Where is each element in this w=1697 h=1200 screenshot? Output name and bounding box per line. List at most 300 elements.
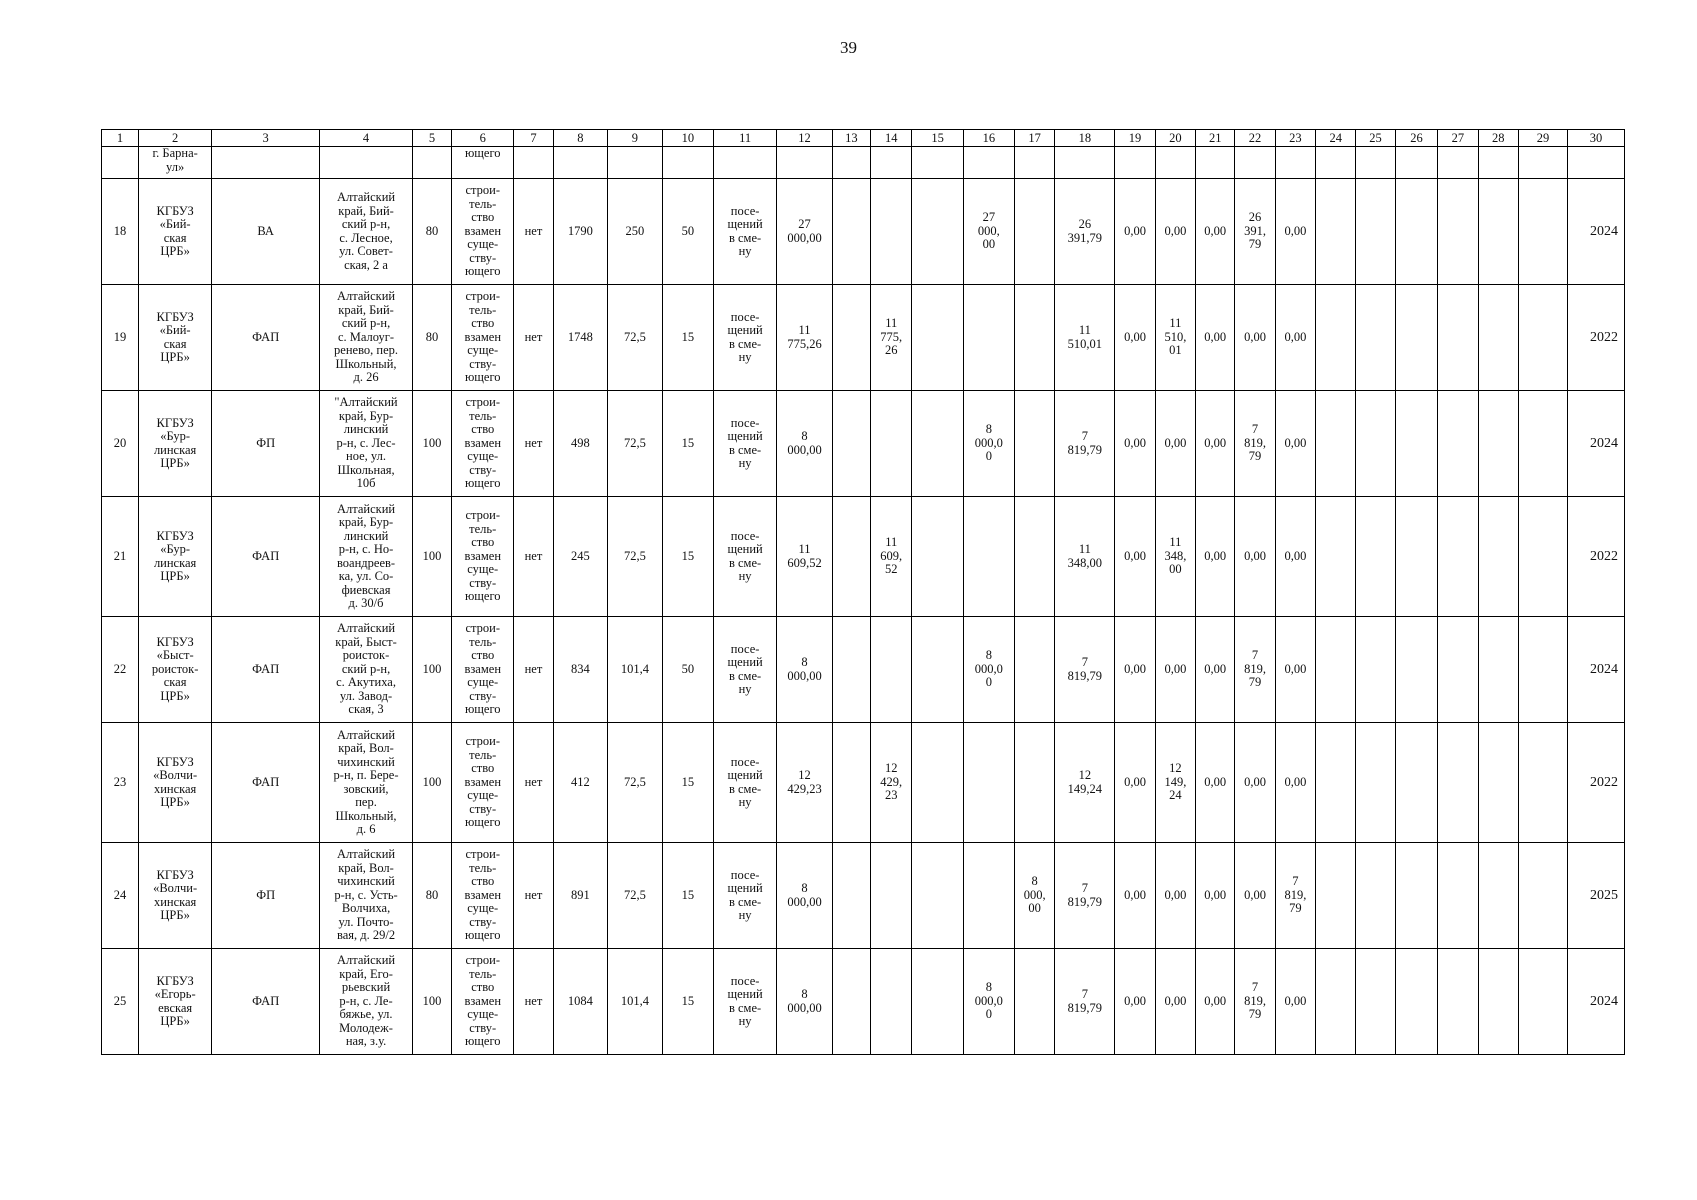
cell-col-4: Алтайский край, Бий- ский р-н, с. Лесное, ул. Совет- ская, 2 а (320, 179, 413, 285)
cell-col-12: 27 000,00 (777, 179, 833, 285)
continuation-cell-2: г. Барна- ул» (139, 147, 212, 179)
cell-col-23: 0,00 (1275, 391, 1315, 497)
cell-col-7: нет (514, 179, 553, 285)
cell-col-10: 15 (662, 723, 713, 843)
cell-col-26 (1395, 391, 1438, 497)
cell-col-30: 2022 (1568, 285, 1625, 391)
cell-col-15 (912, 497, 963, 617)
cell-col-9: 72,5 (608, 723, 663, 843)
cell-col-27 (1438, 723, 1478, 843)
cell-col-23: 7 819, 79 (1275, 843, 1315, 949)
continuation-cell-9 (608, 147, 663, 179)
cell-col-7: нет (514, 949, 553, 1055)
cell-col-13 (832, 723, 870, 843)
cell-col-27 (1438, 179, 1478, 285)
cell-col-5: 100 (412, 497, 451, 617)
cell-col-13 (832, 179, 870, 285)
cell-col-17 (1015, 391, 1055, 497)
cell-col-24 (1316, 949, 1356, 1055)
cell-col-25 (1356, 391, 1395, 497)
cell-col-29 (1518, 949, 1567, 1055)
cell-col-9: 101,4 (608, 617, 663, 723)
cell-col-19: 0,00 (1115, 949, 1155, 1055)
cell-col-17 (1015, 949, 1055, 1055)
column-number-16: 16 (963, 130, 1014, 147)
cell-col-8: 834 (553, 617, 608, 723)
cell-col-2: КГБУЗ «Быст- роисток- ская ЦРБ» (139, 617, 212, 723)
cell-col-4: Алтайский край, Его- рьевский р-н, с. Ле- бяжье, ул. Молодеж- ная, з.у. (320, 949, 413, 1055)
cell-col-10: 15 (662, 285, 713, 391)
cell-col-6: строи- тель- ство взамен суще- ству- ющего (452, 179, 514, 285)
column-number-8: 8 (553, 130, 608, 147)
continuation-cell-13 (832, 147, 870, 179)
cell-col-19: 0,00 (1115, 723, 1155, 843)
column-number-10: 10 (662, 130, 713, 147)
cell-col-21: 0,00 (1196, 497, 1235, 617)
cell-col-24 (1316, 391, 1356, 497)
cell-col-28 (1478, 391, 1518, 497)
cell-col-15 (912, 617, 963, 723)
cell-col-20: 11 510, 01 (1155, 285, 1195, 391)
cell-col-22: 7 819, 79 (1235, 617, 1275, 723)
cell-col-27 (1438, 843, 1478, 949)
column-number-28: 28 (1478, 130, 1518, 147)
cell-col-1: 23 (102, 723, 139, 843)
cell-col-7: нет (514, 723, 553, 843)
column-number-9: 9 (608, 130, 663, 147)
cell-col-8: 891 (553, 843, 608, 949)
cell-col-27 (1438, 497, 1478, 617)
cell-col-5: 100 (412, 391, 451, 497)
cell-col-19: 0,00 (1115, 843, 1155, 949)
cell-col-8: 498 (553, 391, 608, 497)
cell-col-17 (1015, 179, 1055, 285)
continuation-cell-16 (963, 147, 1014, 179)
cell-col-26 (1395, 179, 1438, 285)
cell-col-21: 0,00 (1196, 617, 1235, 723)
cell-col-27 (1438, 391, 1478, 497)
cell-col-8: 412 (553, 723, 608, 843)
cell-col-17 (1015, 497, 1055, 617)
cell-col-28 (1478, 497, 1518, 617)
cell-col-16 (963, 843, 1014, 949)
continuation-cell-18 (1055, 147, 1115, 179)
cell-col-6: строи- тель- ство взамен суще- ству- ющего (452, 391, 514, 497)
continuation-cell-12 (777, 147, 833, 179)
cell-col-8: 1084 (553, 949, 608, 1055)
cell-col-18: 11 348,00 (1055, 497, 1115, 617)
cell-col-1: 22 (102, 617, 139, 723)
cell-col-3: ФАП (212, 723, 320, 843)
cell-col-1: 21 (102, 497, 139, 617)
cell-col-5: 80 (412, 285, 451, 391)
cell-col-11: посе- щений в сме- ну (713, 285, 776, 391)
cell-col-15 (912, 723, 963, 843)
continuation-cell-14 (871, 147, 912, 179)
cell-col-2: КГБУЗ «Бур- линская ЦРБ» (139, 391, 212, 497)
continuation-cell-30 (1568, 147, 1625, 179)
cell-col-3: ФАП (212, 285, 320, 391)
cell-col-20: 0,00 (1155, 843, 1195, 949)
cell-col-21: 0,00 (1196, 391, 1235, 497)
cell-col-1: 18 (102, 179, 139, 285)
cell-col-3: ФАП (212, 617, 320, 723)
cell-col-5: 100 (412, 949, 451, 1055)
cell-col-24 (1316, 285, 1356, 391)
cell-col-27 (1438, 949, 1478, 1055)
cell-col-6: строи- тель- ство взамен суще- ству- ющего (452, 497, 514, 617)
column-number-30: 30 (1568, 130, 1625, 147)
cell-col-28 (1478, 843, 1518, 949)
cell-col-16: 27 000, 00 (963, 179, 1014, 285)
cell-col-18: 11 510,01 (1055, 285, 1115, 391)
cell-col-16 (963, 285, 1014, 391)
cell-col-3: ВА (212, 179, 320, 285)
continuation-cell-22 (1235, 147, 1275, 179)
table-row (102, 497, 1625, 617)
cell-col-13 (832, 617, 870, 723)
cell-col-15 (912, 949, 963, 1055)
table-row (102, 843, 1625, 949)
column-number-7: 7 (514, 130, 553, 147)
data-table (101, 129, 1625, 1055)
cell-col-21: 0,00 (1196, 723, 1235, 843)
cell-col-24 (1316, 843, 1356, 949)
cell-col-6: строи- тель- ство взамен суще- ству- ющего (452, 843, 514, 949)
cell-col-25 (1356, 843, 1395, 949)
continuation-cell-20 (1155, 147, 1195, 179)
column-number-4: 4 (320, 130, 413, 147)
cell-col-15 (912, 391, 963, 497)
cell-col-26 (1395, 843, 1438, 949)
cell-col-12: 11 609,52 (777, 497, 833, 617)
cell-col-12: 8 000,00 (777, 617, 833, 723)
cell-col-26 (1395, 285, 1438, 391)
cell-col-25 (1356, 617, 1395, 723)
cell-col-28 (1478, 179, 1518, 285)
column-number-row (102, 130, 1625, 147)
cell-col-6: строи- тель- ство взамен суще- ству- ющего (452, 723, 514, 843)
cell-col-25 (1356, 723, 1395, 843)
cell-col-10: 50 (662, 179, 713, 285)
cell-col-26 (1395, 949, 1438, 1055)
cell-col-8: 1748 (553, 285, 608, 391)
continuation-cell-24 (1316, 147, 1356, 179)
cell-col-16: 8 000,0 0 (963, 617, 1014, 723)
cell-col-13 (832, 497, 870, 617)
cell-col-12: 8 000,00 (777, 391, 833, 497)
cell-col-1: 24 (102, 843, 139, 949)
cell-col-11: посе- щений в сме- ну (713, 617, 776, 723)
cell-col-12: 8 000,00 (777, 949, 833, 1055)
cell-col-15 (912, 285, 963, 391)
cell-col-10: 15 (662, 391, 713, 497)
cell-col-18: 7 819,79 (1055, 617, 1115, 723)
cell-col-13 (832, 949, 870, 1055)
cell-col-13 (832, 285, 870, 391)
column-number-25: 25 (1356, 130, 1395, 147)
cell-col-20: 0,00 (1155, 391, 1195, 497)
continuation-cell-5 (412, 147, 451, 179)
cell-col-7: нет (514, 843, 553, 949)
column-number-1: 1 (102, 130, 139, 147)
cell-col-24 (1316, 723, 1356, 843)
cell-col-2: КГБУЗ «Волчи- хинская ЦРБ» (139, 843, 212, 949)
cell-col-23: 0,00 (1275, 179, 1315, 285)
cell-col-30: 2024 (1568, 949, 1625, 1055)
cell-col-26 (1395, 497, 1438, 617)
column-number-5: 5 (412, 130, 451, 147)
cell-col-22: 7 819, 79 (1235, 949, 1275, 1055)
continuation-cell-21 (1196, 147, 1235, 179)
cell-col-6: строи- тель- ство взамен суще- ству- ющего (452, 285, 514, 391)
column-number-21: 21 (1196, 130, 1235, 147)
cell-col-25 (1356, 179, 1395, 285)
cell-col-28 (1478, 949, 1518, 1055)
table-row (102, 285, 1625, 391)
table-row (102, 949, 1625, 1055)
cell-col-18: 7 819,79 (1055, 949, 1115, 1055)
cell-col-12: 8 000,00 (777, 843, 833, 949)
cell-col-2: КГБУЗ «Волчи- хинская ЦРБ» (139, 723, 212, 843)
table-row (102, 723, 1625, 843)
column-number-13: 13 (832, 130, 870, 147)
cell-col-16: 8 000,0 0 (963, 949, 1014, 1055)
cell-col-23: 0,00 (1275, 949, 1315, 1055)
cell-col-17 (1015, 617, 1055, 723)
page-number: 39 (840, 38, 857, 57)
cell-col-21: 0,00 (1196, 949, 1235, 1055)
cell-col-10: 50 (662, 617, 713, 723)
cell-col-26 (1395, 723, 1438, 843)
column-number-26: 26 (1395, 130, 1438, 147)
cell-col-9: 72,5 (608, 497, 663, 617)
cell-col-11: посе- щений в сме- ну (713, 843, 776, 949)
cell-col-30: 2022 (1568, 497, 1625, 617)
continuation-cell-29 (1518, 147, 1567, 179)
cell-col-29 (1518, 391, 1567, 497)
cell-col-3: ФП (212, 391, 320, 497)
table-row (102, 179, 1625, 285)
cell-col-5: 100 (412, 723, 451, 843)
cell-col-20: 0,00 (1155, 617, 1195, 723)
cell-col-23: 0,00 (1275, 617, 1315, 723)
cell-col-7: нет (514, 617, 553, 723)
cell-col-20: 11 348, 00 (1155, 497, 1195, 617)
continuation-cell-19 (1115, 147, 1155, 179)
cell-col-23: 0,00 (1275, 497, 1315, 617)
cell-col-29 (1518, 285, 1567, 391)
cell-col-6: строи- тель- ство взамен суще- ству- ющего (452, 949, 514, 1055)
cell-col-14: 11 609, 52 (871, 497, 912, 617)
cell-col-23: 0,00 (1275, 285, 1315, 391)
continuation-cell-7 (514, 147, 553, 179)
column-number-12: 12 (777, 130, 833, 147)
cell-col-29 (1518, 617, 1567, 723)
column-number-22: 22 (1235, 130, 1275, 147)
cell-col-10: 15 (662, 843, 713, 949)
continuation-cell-6: ющего (452, 147, 514, 179)
column-number-29: 29 (1518, 130, 1567, 147)
cell-col-4: Алтайский край, Бур- линский р-н, с. Но- воандреев- ка, ул. Со- фиевская д. 30/б (320, 497, 413, 617)
cell-col-13 (832, 843, 870, 949)
cell-col-6: строи- тель- ство взамен суще- ству- ющего (452, 617, 514, 723)
continuation-cell-8 (553, 147, 608, 179)
column-number-18: 18 (1055, 130, 1115, 147)
continuation-cell-1 (102, 147, 139, 179)
cell-col-14 (871, 391, 912, 497)
column-number-23: 23 (1275, 130, 1315, 147)
cell-col-7: нет (514, 497, 553, 617)
data-table-wrapper (101, 129, 1625, 1055)
cell-col-27 (1438, 285, 1478, 391)
column-number-20: 20 (1155, 130, 1195, 147)
column-number-19: 19 (1115, 130, 1155, 147)
cell-col-1: 20 (102, 391, 139, 497)
column-number-2: 2 (139, 130, 212, 147)
cell-col-20: 12 149, 24 (1155, 723, 1195, 843)
cell-col-29 (1518, 179, 1567, 285)
cell-col-25 (1356, 285, 1395, 391)
cell-col-12: 11 775,26 (777, 285, 833, 391)
cell-col-30: 2022 (1568, 723, 1625, 843)
cell-col-28 (1478, 285, 1518, 391)
cell-col-16 (963, 497, 1014, 617)
cell-col-9: 72,5 (608, 843, 663, 949)
cell-col-29 (1518, 723, 1567, 843)
cell-col-10: 15 (662, 949, 713, 1055)
cell-col-1: 19 (102, 285, 139, 391)
cell-col-3: ФАП (212, 949, 320, 1055)
continuation-cell-11 (713, 147, 776, 179)
cell-col-15 (912, 179, 963, 285)
cell-col-25 (1356, 949, 1395, 1055)
cell-col-2: КГБУЗ «Егорь- евская ЦРБ» (139, 949, 212, 1055)
cell-col-11: посе- щений в сме- ну (713, 179, 776, 285)
table-row (102, 391, 1625, 497)
cell-col-4: Алтайский край, Вол- чихинский р-н, с. Усть- Волчиха, ул. Почто- вая, д. 29/2 (320, 843, 413, 949)
cell-col-2: КГБУЗ «Бур- линская ЦРБ» (139, 497, 212, 617)
cell-col-18: 12 149,24 (1055, 723, 1115, 843)
cell-col-7: нет (514, 285, 553, 391)
cell-col-21: 0,00 (1196, 179, 1235, 285)
cell-col-14 (871, 617, 912, 723)
cell-col-2: КГБУЗ «Бий- ская ЦРБ» (139, 179, 212, 285)
cell-col-18: 7 819,79 (1055, 391, 1115, 497)
continuation-cell-10 (662, 147, 713, 179)
cell-col-22: 7 819, 79 (1235, 391, 1275, 497)
cell-col-19: 0,00 (1115, 285, 1155, 391)
cell-col-28 (1478, 617, 1518, 723)
cell-col-17 (1015, 723, 1055, 843)
cell-col-11: посе- щений в сме- ну (713, 723, 776, 843)
cell-col-29 (1518, 497, 1567, 617)
cell-col-19: 0,00 (1115, 179, 1155, 285)
cell-col-18: 7 819,79 (1055, 843, 1115, 949)
continuation-cell-15 (912, 147, 963, 179)
cell-col-24 (1316, 497, 1356, 617)
cell-col-9: 72,5 (608, 391, 663, 497)
column-number-27: 27 (1438, 130, 1478, 147)
column-number-24: 24 (1316, 130, 1356, 147)
cell-col-9: 250 (608, 179, 663, 285)
cell-col-1: 25 (102, 949, 139, 1055)
cell-col-28 (1478, 723, 1518, 843)
continuation-cell-4 (320, 147, 413, 179)
cell-col-4: Алтайский край, Вол- чихинский р-н, п. Бере- зовский, пер. Школьный, д. 6 (320, 723, 413, 843)
cell-col-24 (1316, 617, 1356, 723)
cell-col-13 (832, 391, 870, 497)
continuation-cell-26 (1395, 147, 1438, 179)
cell-col-22: 0,00 (1235, 497, 1275, 617)
cell-col-4: Алтайский край, Быст- роисток- ский р-н, с. Акутиха, ул. Завод- ская, 3 (320, 617, 413, 723)
column-number-11: 11 (713, 130, 776, 147)
cell-col-22: 0,00 (1235, 285, 1275, 391)
cell-col-26 (1395, 617, 1438, 723)
continuation-cell-17 (1015, 147, 1055, 179)
column-number-17: 17 (1015, 130, 1055, 147)
cell-col-14 (871, 949, 912, 1055)
cell-col-7: нет (514, 391, 553, 497)
column-number-6: 6 (452, 130, 514, 147)
cell-col-22: 26 391, 79 (1235, 179, 1275, 285)
cell-col-11: посе- щений в сме- ну (713, 497, 776, 617)
continuation-cell-25 (1356, 147, 1395, 179)
cell-col-19: 0,00 (1115, 391, 1155, 497)
cell-col-4: "Алтайский край, Бур- линский р-н, с. Лес- ное, ул. Школьная, 10б (320, 391, 413, 497)
cell-col-5: 80 (412, 843, 451, 949)
column-number-15: 15 (912, 130, 963, 147)
cell-col-5: 80 (412, 179, 451, 285)
cell-col-21: 0,00 (1196, 285, 1235, 391)
cell-col-14: 12 429, 23 (871, 723, 912, 843)
cell-col-8: 245 (553, 497, 608, 617)
cell-col-16: 8 000,0 0 (963, 391, 1014, 497)
cell-col-16 (963, 723, 1014, 843)
cell-col-14 (871, 843, 912, 949)
cell-col-23: 0,00 (1275, 723, 1315, 843)
cell-col-29 (1518, 843, 1567, 949)
cell-col-24 (1316, 179, 1356, 285)
cell-col-15 (912, 843, 963, 949)
cell-col-20: 0,00 (1155, 179, 1195, 285)
cell-col-11: посе- щений в сме- ну (713, 391, 776, 497)
cell-col-30: 2024 (1568, 617, 1625, 723)
continuation-cell-28 (1478, 147, 1518, 179)
cell-col-17: 8 000, 00 (1015, 843, 1055, 949)
continuation-cell-27 (1438, 147, 1478, 179)
cell-col-8: 1790 (553, 179, 608, 285)
continuation-cell-3 (212, 147, 320, 179)
cell-col-30: 2024 (1568, 179, 1625, 285)
cell-col-5: 100 (412, 617, 451, 723)
cell-col-3: ФАП (212, 497, 320, 617)
cell-col-27 (1438, 617, 1478, 723)
cell-col-25 (1356, 497, 1395, 617)
cell-col-30: 2025 (1568, 843, 1625, 949)
cell-col-22: 0,00 (1235, 723, 1275, 843)
cell-col-20: 0,00 (1155, 949, 1195, 1055)
cell-col-10: 15 (662, 497, 713, 617)
cell-col-17 (1015, 285, 1055, 391)
cell-col-4: Алтайский край, Бий- ский р-н, с. Малоуг- ренево, пер. Школьный, д. 26 (320, 285, 413, 391)
cell-col-30: 2024 (1568, 391, 1625, 497)
cell-col-11: посе- щений в сме- ну (713, 949, 776, 1055)
cell-col-9: 72,5 (608, 285, 663, 391)
continuation-cell-23 (1275, 147, 1315, 179)
cell-col-9: 101,4 (608, 949, 663, 1055)
cell-col-19: 0,00 (1115, 617, 1155, 723)
